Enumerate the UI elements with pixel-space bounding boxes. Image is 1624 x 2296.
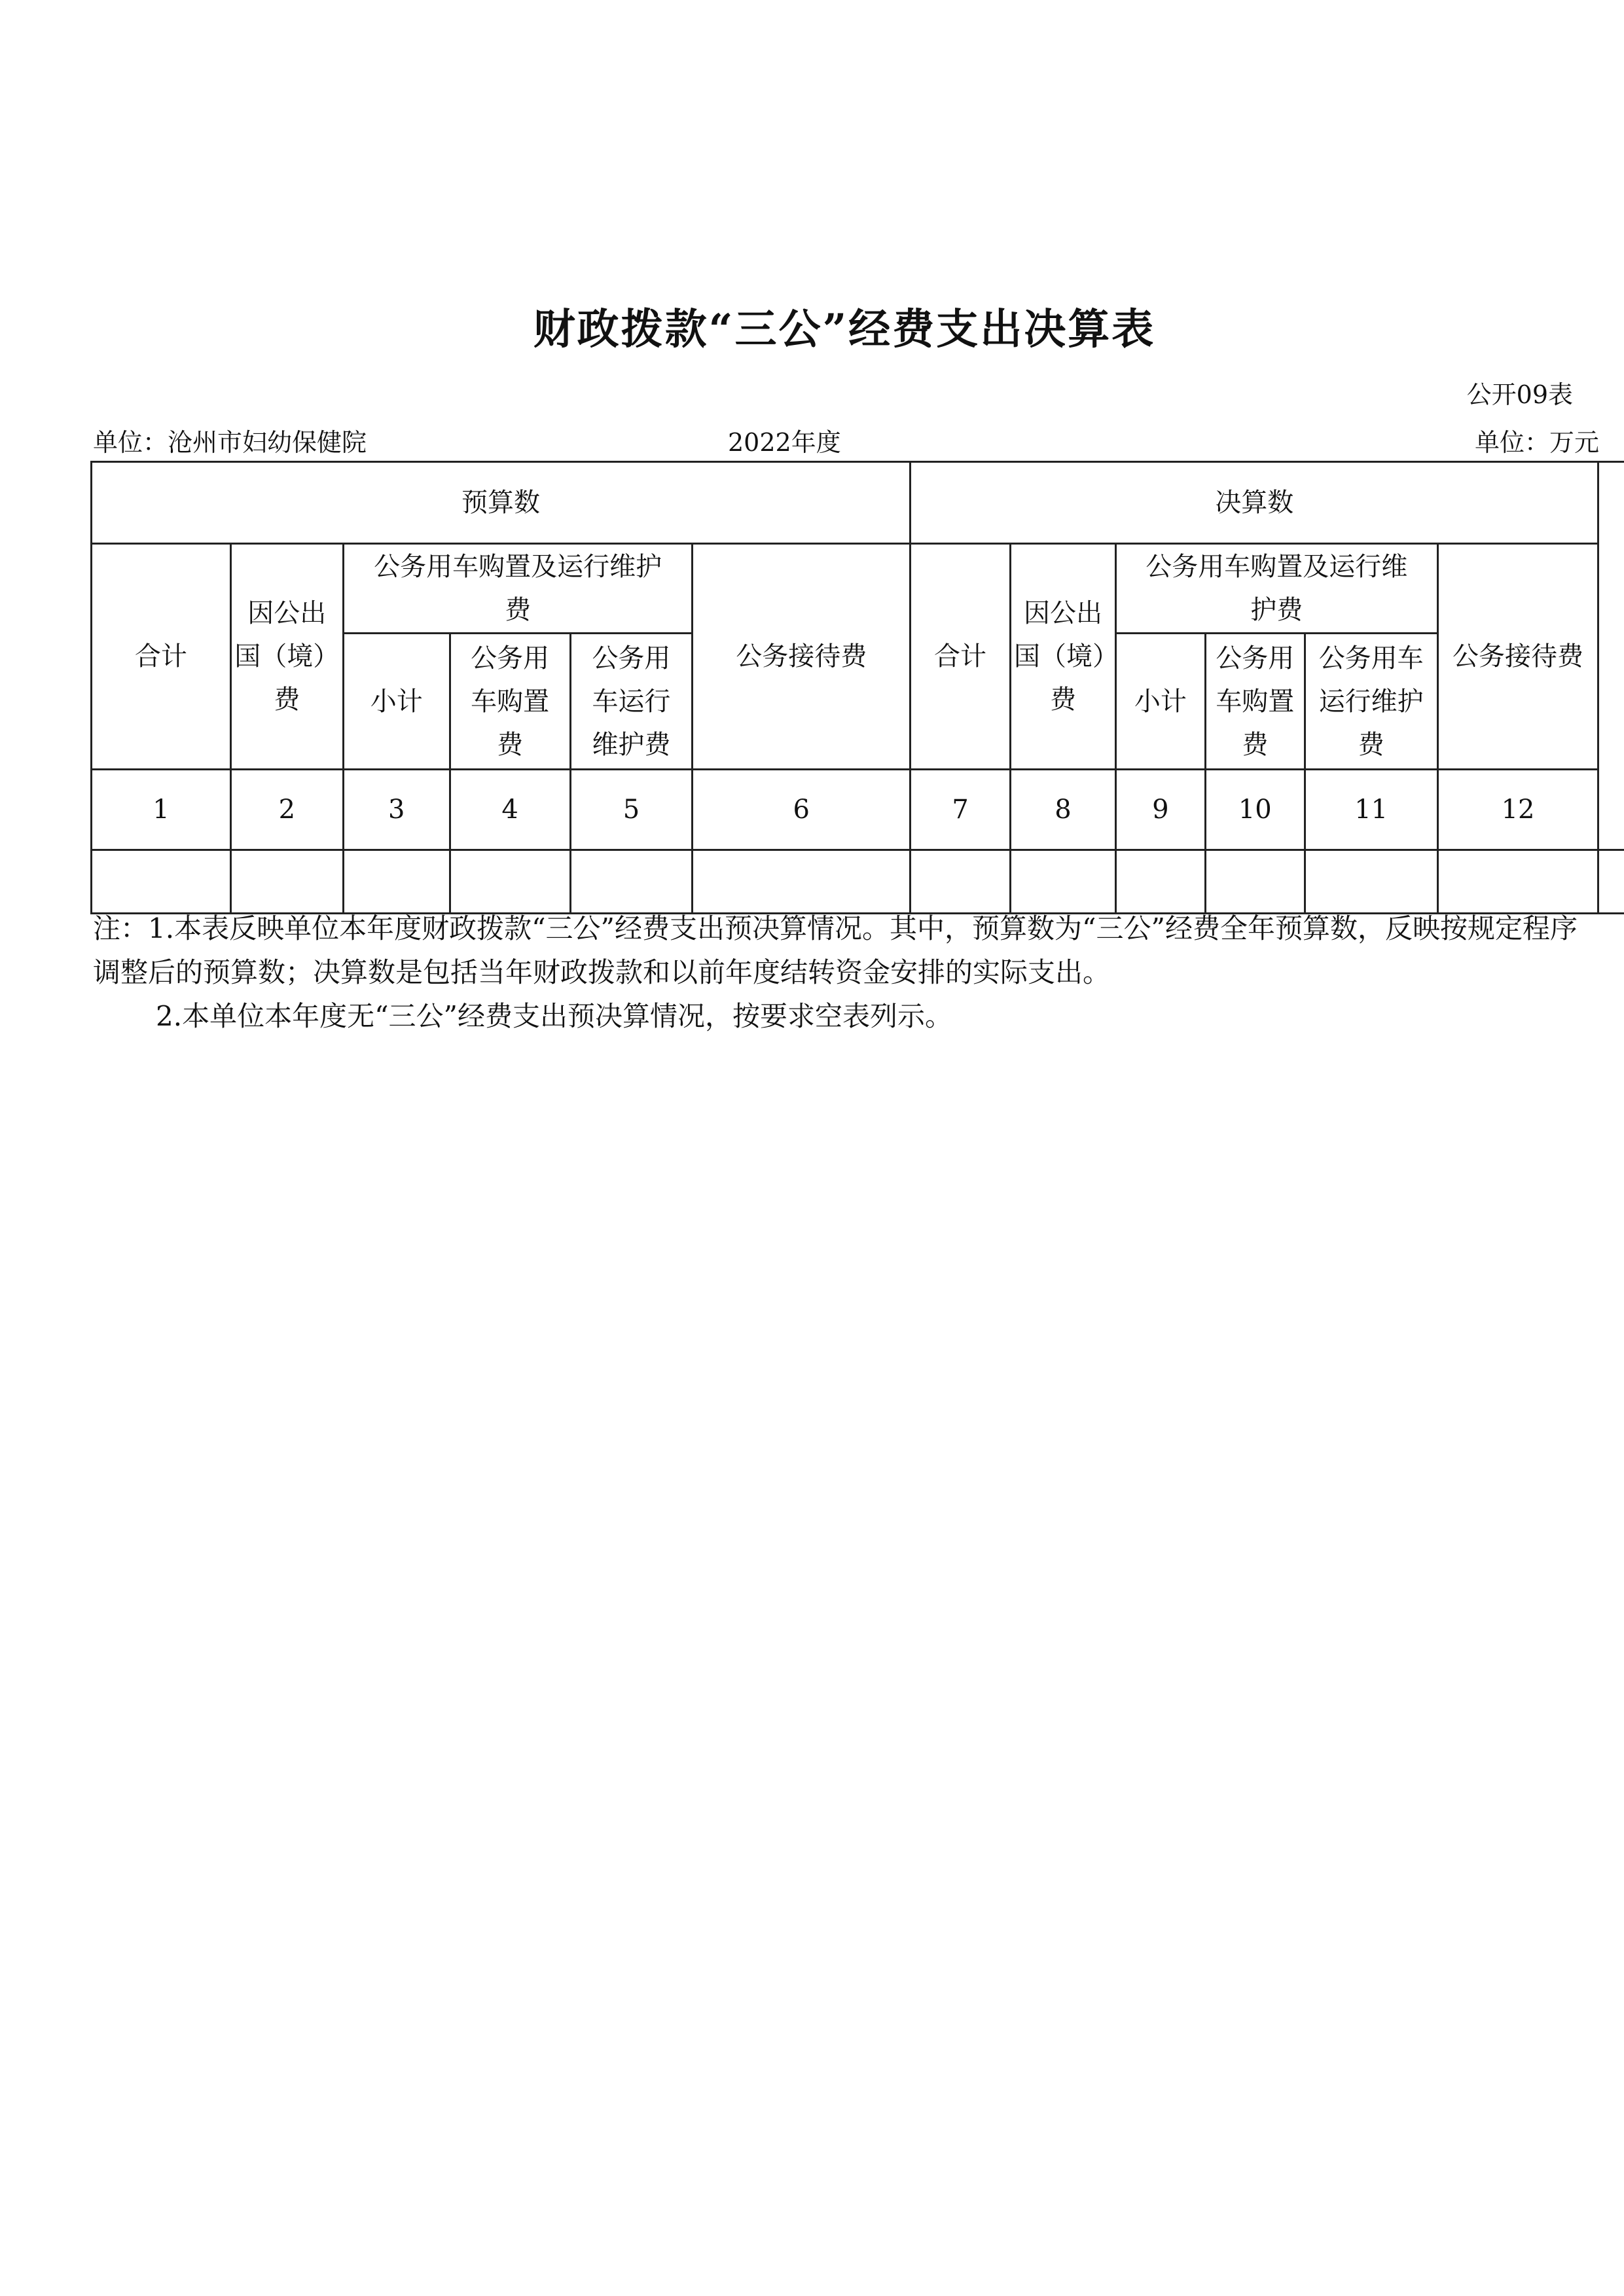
notes xyxy=(93,906,1598,1038)
final-group-header: 决算数 xyxy=(911,462,1598,544)
table-edge-cell xyxy=(1598,850,1624,914)
data-cell xyxy=(450,850,570,914)
col-number: 12 xyxy=(1437,770,1598,850)
form-number: 公开09表 xyxy=(1466,380,1573,409)
data-cell xyxy=(92,850,231,914)
col-number: 5 xyxy=(570,770,693,850)
col-number: 4 xyxy=(450,770,570,850)
group-header-row xyxy=(92,462,1624,544)
final-vehicle-group-header: 公务用车购置及运行维 护费 xyxy=(1115,544,1437,634)
budget-vehicle-group-header: 公务用车购置及运行维护 费 xyxy=(343,544,693,634)
data-cell xyxy=(343,850,450,914)
column-header-row-1 xyxy=(92,544,1624,634)
data-cell xyxy=(1010,850,1115,914)
fiscal-year: 2022年度 xyxy=(728,428,841,457)
final-purchase-header: 公务用 车购置 费 xyxy=(1205,634,1305,770)
budget-purchase-header: 公务用 车购置 费 xyxy=(450,634,570,770)
data-cell xyxy=(1205,850,1305,914)
data-cell xyxy=(570,850,693,914)
note-2: 2.本单位本年度无“三公”经费支出预决算情况，按要求空表列示。 xyxy=(156,1000,953,1032)
budget-abroad-header: 因公出 国（境） 费 xyxy=(230,544,343,770)
data-row xyxy=(92,850,1624,914)
final-abroad-header: 因公出 国（境） 费 xyxy=(1010,544,1115,770)
col-number: 11 xyxy=(1305,770,1437,850)
data-cell xyxy=(1437,850,1598,914)
col-number: 6 xyxy=(693,770,911,850)
table-edge-cell xyxy=(1598,462,1624,850)
final-reception-header: 公务接待费 xyxy=(1437,544,1598,770)
col-number: 7 xyxy=(911,770,1011,850)
budget-group-header: 预算数 xyxy=(92,462,911,544)
data-cell xyxy=(911,850,1011,914)
col-number: 10 xyxy=(1205,770,1305,850)
budget-reception-header: 公务接待费 xyxy=(693,544,911,770)
data-cell xyxy=(230,850,343,914)
budget-operation-header: 公务用 车运行 维护费 xyxy=(570,634,693,770)
expense-table xyxy=(90,461,1624,914)
data-cell xyxy=(1305,850,1437,914)
col-number: 8 xyxy=(1010,770,1115,850)
data-cell xyxy=(693,850,911,914)
col-number: 3 xyxy=(343,770,450,850)
note-1: 注：1.本表反映单位本年度财政拨款“三公”经费支出预决算情况。其中，预算数为“三公”经费全年预算数，反映按规定程序调整后的预算数；决算数是包括当年财政拨款和以前年度结转资金安排的实际支出。 xyxy=(93,912,1578,988)
currency-unit: 单位：万元 xyxy=(1474,428,1599,457)
column-number-row xyxy=(92,770,1624,850)
col-number: 1 xyxy=(92,770,231,850)
unit-name: 单位：沧州市妇幼保健院 xyxy=(93,428,367,457)
final-operation-header: 公务用车 运行维护 费 xyxy=(1305,634,1437,770)
col-number: 9 xyxy=(1115,770,1205,850)
expense-table-wrapper xyxy=(90,461,1624,914)
page-title: 财政拨款“三公”经费支出决算表 xyxy=(533,305,1156,354)
final-total-header: 合计 xyxy=(911,544,1011,770)
data-cell xyxy=(1115,850,1205,914)
budget-total-header: 合计 xyxy=(92,544,231,770)
final-subtotal-header: 小计 xyxy=(1115,634,1205,770)
col-number: 2 xyxy=(230,770,343,850)
budget-subtotal-header: 小计 xyxy=(343,634,450,770)
